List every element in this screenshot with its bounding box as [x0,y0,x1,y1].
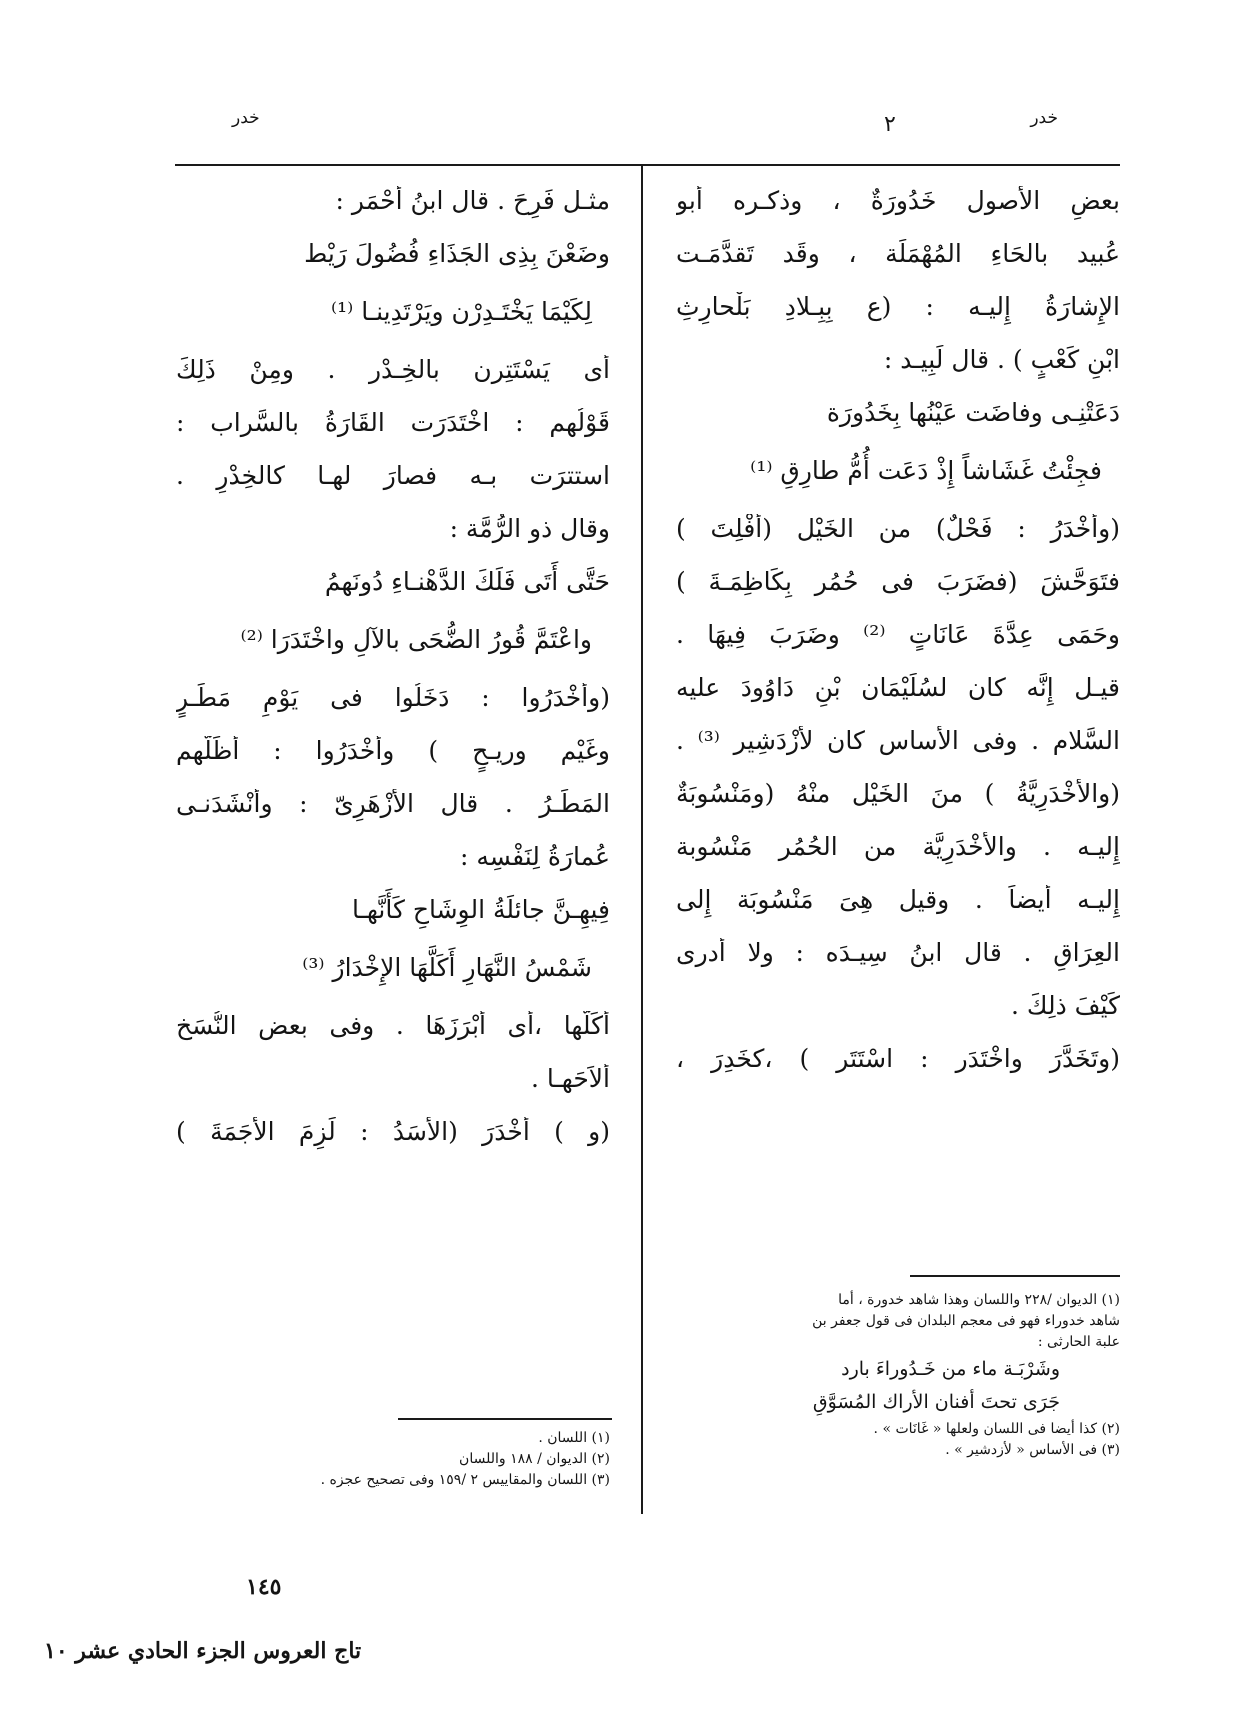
footnote-line: (٢) كذا أيضا فى اللسان ولعلها « غَانَات » . [873,1421,1120,1437]
verse-hemistich: وضَعْنَ بِذِى الجَذَاءِ فُضُولَ رَيْط [304,239,610,268]
footnote-line: شاهد خدوراء فهو فى معجم البلدان فى قول جعفر بن [812,1313,1120,1329]
text-line: وقال ذو الرُّمَّة : [449,514,610,543]
left-column [176,186,610,1170]
text-line: (والأَخْدَرِيَّةُ ) منَ الخَيْل منْهُ (ومَنْسُوبَةٌ [676,779,1120,808]
text-line: (وتَخَدَّرَ واخْتَدَر : اسْتَتَر ) ،كخَدِرَ ، [676,1044,1120,1073]
footnote-line: علبة الحارثى : [1037,1334,1120,1350]
text-line: الإِشارَةُ إِليـه : (ع بِبِـلادِ بَلْحارِثِ [676,292,1120,321]
footnote-line: (١) الديوان /٢٢٨ واللسان وهذا شاهد خدورة ، أما [838,1292,1120,1308]
text-line: وغَيْم وريـحٍ ) وأَخْدَرُوا : أَظَلَّهم [176,736,610,765]
text-line: ابْنِ كَعْبٍ ) . قال لَبِيـد : [883,345,1120,374]
header-rule [175,164,1120,166]
footnote-verse: جَرَى تحتَ أفنان الأراك المُسَوَّقِ [812,1391,1060,1413]
footnote-line: (٣) اللسان والمقاييس ٢ /١٥٩ وفى تصحيح عجزه . [320,1472,610,1488]
text-line: عُبيد بالحَاءِ المُهْمَلَة ، وقَد تَقدَّمَـت [676,239,1120,268]
verse-hemistich: واعْتَمَّ قُورُ الضُّحَى بالآلِ واخْتَدَرَا ⁽²⁾ [240,625,592,654]
header-mark: ٢ [884,112,896,137]
text-line: (و ) أَخْدَرَ (الأَسَدُ : لَزِمَ الأَجَمَةَ ) [176,1117,610,1146]
footnote-verse: وشَرْبَـة ماء من خَـدُوراءَ بارد [841,1358,1060,1380]
text-line: (وأَخْدَرُ : فَحْلٌ) من الخَيْل (أُفْلِتَ ) [676,514,1120,543]
running-header-right: خدر [1030,108,1058,128]
text-line: السَّلام . وفى الأَساس كان لأَزْدَشِير ⁽³⁾ . [676,726,1120,755]
footnote-line: (٢) الديوان / ١٨٨ واللسان [459,1451,610,1467]
verse-hemistich: شَمْسُ النَّهَارِ أَكَلَّهَا الإِخْدَارُ ⁽³⁾ [302,953,592,982]
verse-hemistich: فِيهِـنَّ جائلَةُ الوِشَاحِ كَأَنَّهـا [351,895,610,924]
verse-hemistich: فجِئْتُ غَشَاشاً إِذْ دَعَت أُمُّ طارِقِ ⁽¹⁾ [750,456,1102,485]
footnotes-left [220,1428,610,1491]
verse-hemistich: حَتَّى أَتَى فَلَكَ الدَّهْنـاءِ دُونَهمُ [324,567,610,596]
footnote-rule-left [398,1418,612,1420]
right-column [676,186,1120,1097]
text-line: أَلاَحَهـا . [530,1064,610,1093]
text-line: العِرَاقِ . قال ابنُ سِيـدَه : ولا أَدرى [676,938,1120,967]
verse-hemistich: دَعَتْنِـى وفاضَت عَيْنُها بِخَدُورَة [826,398,1120,427]
book-footer: تاج العروس الجزء الحادي عشر ١٠ [44,1638,362,1664]
text-line: إِليـه . والأَخْدَرِيَّة من الحُمُر مَنْسُوبة [676,832,1120,861]
footnotes-right [676,1290,1120,1461]
text-line: استترَت بـه فصارَ لهـا كالخِدْرِ . [176,461,610,490]
text-line: قَوْلُهم : اخْتَدَرَت القَارَةُ بالسَّراب : [176,408,610,437]
verse-hemistich: لِكَيْمَا يَخْتَـدِرْن ويَرْتَدِينـا ⁽¹⁾ [330,297,592,326]
text-line: كَيْفَ ذلِكَ . [1011,991,1120,1020]
text-line: بعضِ الأُصول خَدُورَةٌ ، وذكـره أَبو [676,186,1120,215]
text-line: إِليـه أَيضاً . وقيل هِىَ مَنْسُوبَة إِلى [676,885,1120,914]
running-header-left: خدر [232,108,260,128]
footnote-line: (١) اللسان . [538,1430,610,1446]
text-line: أَكَلَّها ،أَى أَبْرَزَهَا . وفى بعض النُّسَخ [176,1011,610,1040]
text-line: (وأَخْدَرُوا : دَخَلُوا فى يَوْمِ مَطَـرٍ [176,683,610,712]
text-line: أَى يَسْتَتِرن بالخِـدْر . ومِنْ ذَلِكَ [176,355,610,384]
footnote-line: (٣) فى الأساس « لأزدشير » . [945,1442,1120,1458]
column-divider [641,164,643,1514]
text-line: قيـل إِنَّه كان لسُلَيْمَان بْنِ دَاوُودَ عليه [676,673,1120,702]
page-number: ١٤٥ [246,1574,282,1600]
text-line: المَطَـرُ . قال الأَزْهَرِىّ : وأَنْشَدَنـى [176,789,610,818]
text-line: فتَوَحَّشَ (فضَرَبَ فى حُمُر بِكَاظِمَـةَ ) [676,567,1120,596]
text-line: وحَمَى عِدَّةَ عَانَاتٍ ⁽²⁾ وضَرَبَ فِيهَا . [676,620,1120,649]
text-line: مثـل فَرِحَ . قال ابنُ أَحْمَر : [335,186,610,215]
text-line: عُمارَةُ لِنَفْسِه : [460,842,610,871]
footnote-rule-right [910,1275,1120,1277]
